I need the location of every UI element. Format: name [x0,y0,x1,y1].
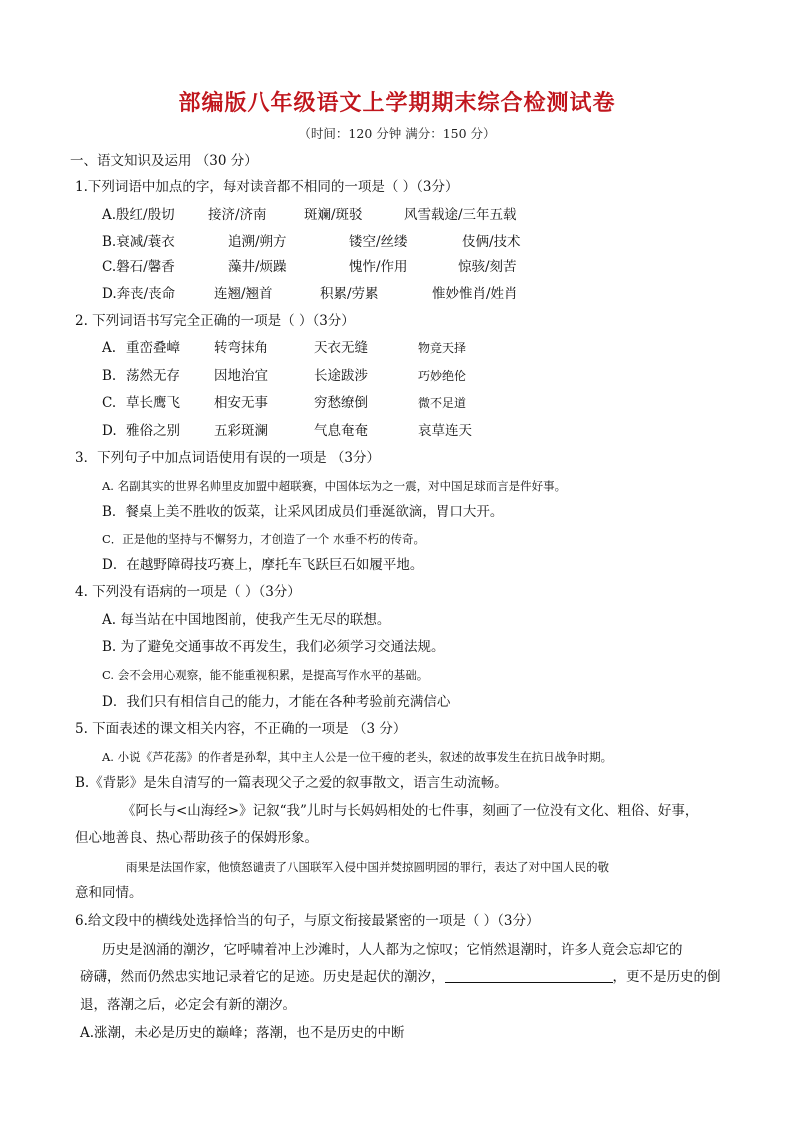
question-6-passage-line1: 历史是汹涌的潮汐，它呼啸着冲上沙滩时，人人都为之惊叹；它悄然退潮时，许多人竟会忘却它的 [102,942,683,958]
option-cell: 愧怍/作用 [349,259,408,275]
question-4-stem: 4. 下列没有语病的一项是（ ）（3分） [75,584,301,600]
option-cell: 惟妙惟肖/姓肖 [432,286,518,302]
question-1-row-d [102,285,562,303]
question-4-option-c: C. 会不会用心观察，能不能重视积累，是提高写作水平的基础。 [102,668,429,682]
option-cell: B.衰减/蓑衣 [102,234,175,250]
question-6-option-a: A.涨潮，未必是历史的巅峰；落潮，也不是历史的中断 [80,1025,405,1041]
option-cell: 微不足道 [418,396,467,410]
option-cell: 五彩斑澜 [214,423,268,439]
option-letter: D. [102,423,117,439]
option-letter: C. [102,395,117,411]
question-2-row-b [102,367,502,385]
question-2-row-c [102,394,502,412]
passage-text: ，更不是历史的倒 [612,969,721,985]
option-cell: 物竞天择 [418,341,467,355]
option-cell: 巧妙绝伦 [418,369,467,383]
question-5-option-c-line1: 《阿长与<山海经>》记叙“我”儿时与长妈妈相处的七件事，刻画了一位没有文化、粗俗、好事， [122,803,699,819]
option-cell: 惊骇/刻苦 [458,259,517,275]
answer-blank [445,968,613,983]
question-2-stem: 2. 下列词语书写完全正确的一项是（ ）（3分） [75,313,355,329]
question-1-row-b [102,233,562,251]
option-cell: 相安无事 [214,395,268,411]
question-5-option-b: B.《背影》是朱自清写的一篇表现父子之爱的叙事散文，语言生动流畅。 [75,775,508,791]
option-cell: D.奔丧/丧命 [102,286,176,302]
option-cell: 风雪载途/三年五载 [404,207,517,223]
question-1-stem: 1.下列词语中加点的字，每对读音都不相同的一项是（ ）（3分） [75,179,459,195]
question-3-option-d: D．在越野障碍技巧赛上，摩托车飞跃巨石如履平地。 [102,557,424,573]
question-6-stem: 6.给文段中的横线处选择恰当的句子，与原文衔接最紧密的一项是（ ）（3分） [75,913,540,929]
question-3-option-b: B．餐桌上美不胜收的饭菜，让采风团成员们垂涎欲滴，胃口大开。 [102,504,504,520]
question-5-option-d-line2: 意和同情。 [75,885,143,901]
option-cell: 转弯抹角 [214,340,268,356]
option-cell: A.殷红/殷切 [102,207,175,223]
option-cell: 镂空/丝缕 [349,234,408,250]
question-5-option-c-line2: 但心地善良、热心帮助孩子的保姆形象。 [75,830,318,846]
option-cell: 连翘/翘首 [214,286,273,302]
question-5-stem: 5. 下面表述的课文相关内容，不正确的一项是 （3 分） [75,721,407,737]
option-cell: C.磐石/馨香 [102,259,175,275]
page-title: 部编版八年级语文上学期期末综合检测试卷 [178,91,616,116]
question-3-option-c: C．正是他的坚持与不懈努力，才创造了一个 水垂不朽的传奇。 [102,532,425,546]
question-1-row-c [102,258,562,276]
option-cell: 穷愁缭倒 [314,395,368,411]
option-cell: 气息奄奄 [314,423,368,439]
option-letter: B. [102,368,117,384]
passage-text: 磅礴，然而仍然忠实地记录着它的足迹。历史是起伏的潮汐， [80,969,445,985]
option-letter: A. [102,340,117,356]
option-cell: 斑斓/斑驳 [304,207,363,223]
question-2-row-a [102,339,502,357]
section-heading: 一、语文知识及运用 （30 分） [70,153,258,169]
option-cell: 因地治宜 [214,368,268,384]
option-cell: 长途跋涉 [314,368,368,384]
option-cell: 伎俩/技术 [462,234,521,250]
exam-time-score: （时间：120 分钟 满分：150 分） [298,126,496,141]
question-5-option-d-line1: 雨果是法国作家，他愤怒谴责了八国联军入侵中国并焚掠圆明园的罪行，表达了对中国人民的敬 [126,860,609,874]
option-cell: 雅俗之别 [126,423,180,439]
option-cell: 重峦叠嶂 [126,340,180,356]
question-3-option-a: A. 名副其实的世界名帅里皮加盟中超联赛，中国体坛为之一震，对中国足球而言是件好事。 [102,479,567,493]
question-1-row-a [102,206,562,224]
question-4-option-a: A. 每当站在中国地图前，使我产生无尽的联想。 [102,612,391,628]
question-5-option-a: A. 小说《芦花荡》的作者是孙犁，其中主人公是一位干瘦的老头，叙述的故事发生在抗日战争时期。 [102,750,613,764]
option-cell: 天衣无缝 [314,340,368,356]
option-cell: 藻井/烦躁 [228,259,287,275]
option-cell: 草长鹰飞 [126,395,180,411]
question-4-option-b: B. 为了避免交通事故不再发生，我们必须学习交通法规。 [102,639,445,655]
question-2-row-d [102,422,502,440]
option-cell: 哀草连天 [418,423,472,439]
question-4-option-d: D．我们只有相信自己的能力，才能在各种考验前充满信心 [102,694,451,710]
option-cell: 积累/劳累 [320,286,379,302]
option-cell: 荡然无存 [126,368,180,384]
question-6-passage-line3: 退，落潮之后，必定会有新的潮汐。 [80,997,296,1013]
option-cell: 追溯/朔方 [228,234,287,250]
option-cell: 接济/济南 [208,207,267,223]
question-3-stem: 3．下列句子中加点词语使用有误的一项是 （3分） [75,450,380,466]
question-6-passage-line2 [80,968,721,986]
